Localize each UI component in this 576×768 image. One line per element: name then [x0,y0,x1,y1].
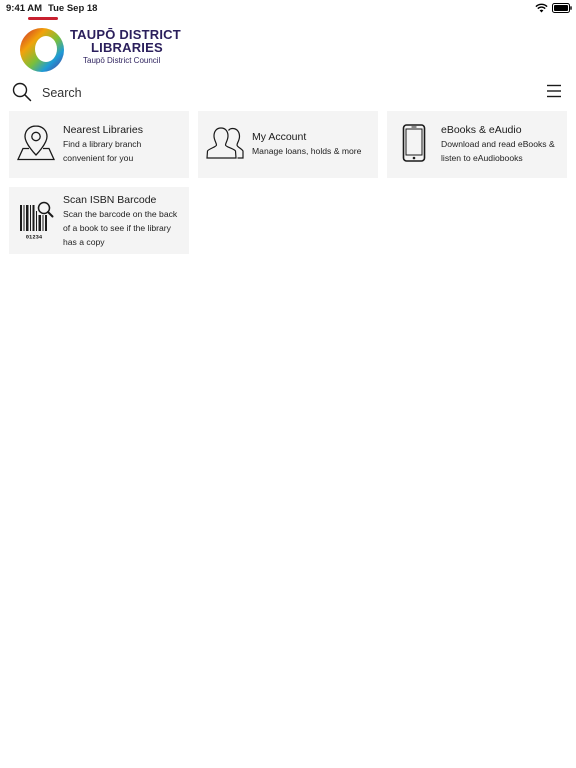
barcode-digits: 01234 [25,233,43,241]
tile-description-line1: Manage loans, holds & more [252,146,362,156]
search-bar [12,82,564,104]
logo-title-line2: LIBRARIES [91,40,163,55]
logo-ring-icon [16,17,72,75]
tile-description-line1: Find a library branch [63,139,142,149]
battery-icon [552,3,572,13]
tile-description-line2: listen to eAudiobooks [441,153,523,163]
tile-ebooks-eaudio[interactable] [387,111,567,178]
tile-description-line1: Download and read eBooks & [441,139,555,149]
tile-description-line1: Scan the barcode on the back [63,209,178,219]
map-pin-icon [17,123,55,163]
logo-title-line1: TAUPŌ DISTRICT [70,27,181,42]
barcode-scan-icon [17,201,55,241]
tile-description-line3: has a copy [63,237,105,247]
tile-title: Nearest Libraries [63,124,143,136]
users-icon [206,123,244,163]
search-input[interactable] [42,83,522,103]
tile-my-account[interactable] [198,111,378,178]
status-bar [0,0,576,16]
taupo-libraries-logo [16,17,186,75]
status-date: Tue Sep 18 [48,3,98,14]
search-icon[interactable] [12,82,32,102]
tile-nearest-libraries[interactable] [9,111,189,178]
tile-title: eBooks & eAudio [441,124,522,136]
tile-description-line2: of a book to see if the library [63,223,171,233]
wifi-icon [535,3,548,13]
tile-title: My Account [252,131,307,143]
hamburger-menu-icon[interactable] [546,84,562,98]
logo-subtitle: Taupō District Council [83,56,161,65]
tile-scan-isbn-barcode[interactable] [9,187,189,254]
tile-description-line2: convenient for you [63,153,134,163]
tile-title: Scan ISBN Barcode [63,194,157,206]
tablet-icon [395,123,433,163]
status-time: 9:41 AM [6,3,43,14]
